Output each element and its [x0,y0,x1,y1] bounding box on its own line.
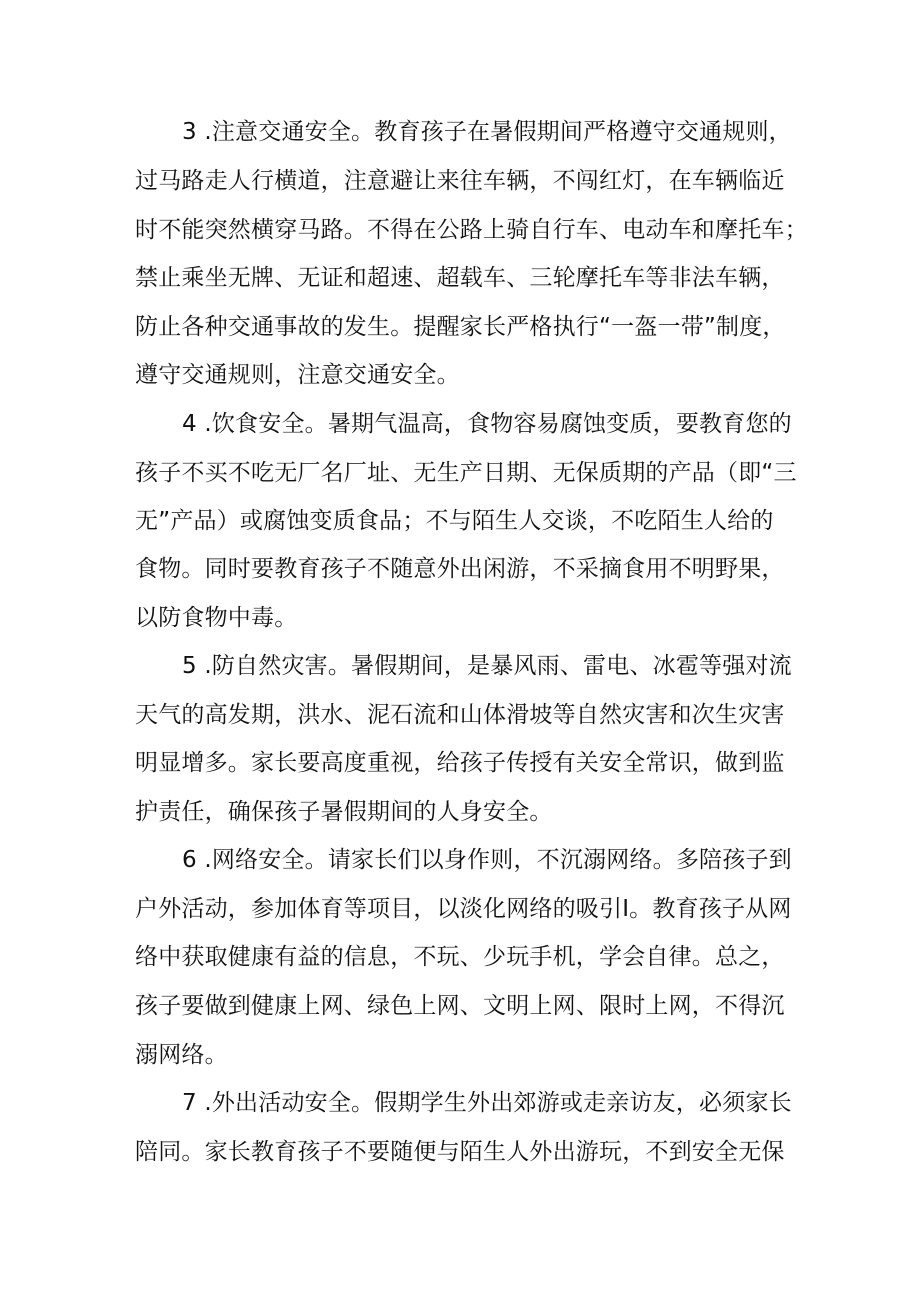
paragraph-6-line-1: 6 .网络安全。请家长们以身作则，不沉溺网络。多陪孩子到 [182,847,792,873]
paragraph-7-line-1: 7 .外出活动安全。假期学生外出郊游或走亲访友，必须家长 [182,1090,792,1116]
paragraph-6-line-5: 溺网络。 [135,1042,228,1068]
paragraph-3-line-3: 时不能突然横穿马路。不得在公路上骑自行车、电动车和摩托车； [135,217,808,243]
paragraph-4-line-5: 以防食物中毒。 [135,605,298,631]
paragraph-3-line-2: 过马路走人行横道，注意避让来往车辆，不闯红灯，在车辆临近 [135,168,785,194]
paragraph-5-line-1: 5 .防自然灾害。暑假期间，是暴风雨、雷电、冰雹等强对流 [182,653,792,679]
paragraph-3-line-4: 禁止乘坐无牌、无证和超速、超载车、三轮摩托车等非法车辆， [135,265,785,291]
paragraph-4-line-2: 孩子不买不吃无厂名厂址、无生产日期、无保质期的产品（即“三 [135,460,797,486]
paragraph-7-line-2: 陪同。家长教育孩子不要随便与陌生人外出游玩，不到安全无保 [135,1139,785,1165]
paragraph-5-line-4: 护责任，确保孩子暑假期间的人身安全。 [135,799,553,825]
paragraph-5-line-3: 明显增多。家长要高度重视，给孩子传授有关安全常识，做到监 [135,750,785,776]
paragraph-6-line-3: 络中获取健康有益的信息，不玩、少玩手机，学会自律。总之， [135,944,785,970]
paragraph-4-line-3: 无”产品）或腐蚀变质食品；不与陌生人交谈，不吃陌生人给的 [135,508,774,534]
paragraph-3-line-6: 遵守交通规则，注意交通安全。 [135,362,460,388]
paragraph-6-line-4: 孩子要做到健康上网、绿色上网、文明上网、限时上网，不得沉 [135,993,785,1019]
paragraph-5-line-2: 天气的高发期，洪水、泥石流和山体滑坡等自然灾害和次生灾害 [135,702,785,728]
paragraph-4-line-4: 食物。同时要教育孩子不随意外出闲游，不采摘食用不明野果， [135,556,785,582]
paragraph-3-line-1: 3 .注意交通安全。教育孩子在暑假期间严格遵守交通规则， [182,119,792,145]
paragraph-6-line-2: 户外活动，参加体育等项目，以淡化网络的吸引I。教育孩子从网 [135,896,792,922]
paragraph-4-line-1: 4 .饮食安全。暑期气温高，食物容易腐蚀变质，要教育您的 [182,411,792,437]
paragraph-3-line-5: 防止各种交通事故的发生。提醒家长严格执行“一盔一带”制度， [135,314,786,340]
